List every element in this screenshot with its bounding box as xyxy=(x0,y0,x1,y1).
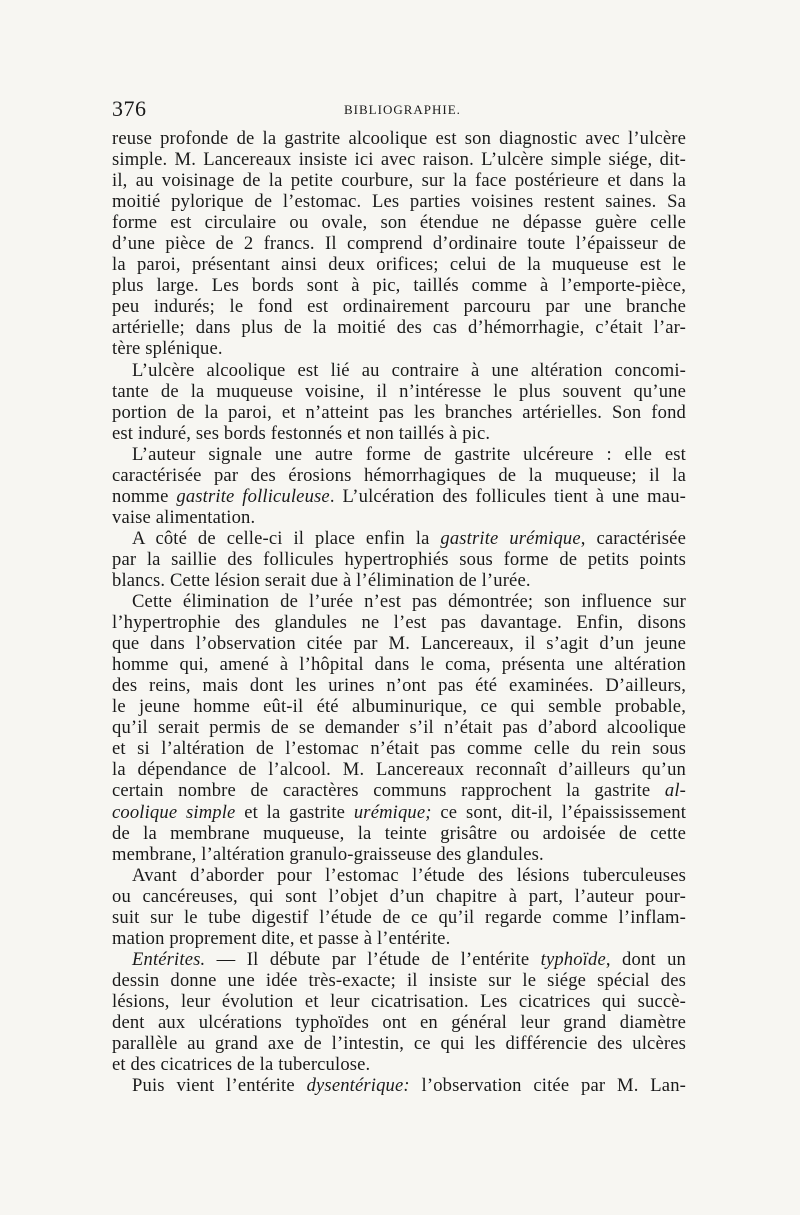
text-line xyxy=(112,296,686,317)
text-segment: — Il débute par l’étude de l’entérite xyxy=(205,948,541,970)
text-line xyxy=(112,423,686,444)
text-segment: simple. M. Lancereaux insiste ici avec raison. L’ulcère simple siége, dit- xyxy=(112,149,686,171)
text-segment: membrane, l’altération granulo-graisseuse des glandules. xyxy=(112,843,544,865)
text-segment: suit sur le tube digestif l’étude de ce qu’il regarde comme l’inflam- xyxy=(112,906,686,928)
text-line xyxy=(112,633,686,654)
text-segment: moitié pylorique de l’estomac. Les parties voisines restent saines. Sa xyxy=(112,191,686,213)
text-line xyxy=(112,1033,686,1054)
text-line xyxy=(112,928,686,949)
text-segment: caractérisée par des érosions hémorrhagiques de la muqueuse; il la xyxy=(112,464,686,486)
text-segment: le jeune homme eût-il été albuminurique, ce qui semble probable, xyxy=(112,696,686,718)
text-line xyxy=(112,612,686,633)
text-line xyxy=(112,360,686,381)
page xyxy=(112,96,686,1096)
text-segment: blancs. Cette lésion serait due à l’élimination de l’urée. xyxy=(112,569,531,591)
text-line xyxy=(112,675,686,696)
text-line xyxy=(112,1054,686,1075)
text-segment: la paroi, présentant ainsi deux orifices; celui de la muqueuse est le xyxy=(112,254,686,276)
text-segment: certain nombre de caractères communs rapprochent la gastrite xyxy=(112,780,665,802)
text-line xyxy=(112,254,686,275)
text-segment: est induré, ses bords festonnés et non taillés à pic. xyxy=(112,422,491,444)
text-segment: la dépendance de l’alcool. M. Lancereaux reconnaît d’ailleurs qu’un xyxy=(112,759,686,781)
text-segment: artérielle; dans plus de la moitié des cas d’hémorrhagie, c’était l’ar- xyxy=(112,317,686,339)
text-line xyxy=(112,381,686,402)
text-segment: reuse profonde de la gastrite alcoolique est son diagnostic avec l’ulcère xyxy=(112,128,686,149)
text-line xyxy=(112,1012,686,1033)
italic-text: urémique; xyxy=(353,801,432,823)
page-number: 376 xyxy=(112,96,147,121)
text-line xyxy=(112,823,686,844)
text-segment: L’auteur signale une autre forme de gastrite ulcéreure : elle est xyxy=(132,443,686,465)
italic-text: typhoïde xyxy=(540,948,606,970)
text-segment: . L’ulcération des follicules tient à une mau- xyxy=(329,485,686,507)
text-line xyxy=(112,149,686,170)
italic-text: al- xyxy=(664,780,686,802)
text-segment: l’hypertrophie des glandules ne l’est pas davantage. Enfin, disons xyxy=(112,612,686,634)
text-segment: tère splénique. xyxy=(112,338,223,360)
page-header xyxy=(112,96,686,128)
text-segment: et si l’altération de l’estomac n’était pas comme celle du rein sous xyxy=(112,738,686,760)
text-line xyxy=(112,759,686,780)
text-segment: A côté de celle-ci il place enfin la xyxy=(132,527,441,549)
text-line xyxy=(112,591,686,612)
text-segment: dessin donne une idée très-exacte; il insiste sur le siége spécial des xyxy=(112,969,686,991)
text-line xyxy=(112,507,686,528)
text-segment: , dont un xyxy=(605,948,686,970)
italic-text: coolique simple xyxy=(112,801,236,823)
text-line xyxy=(112,528,686,549)
text-segment: et la gastrite xyxy=(235,801,354,823)
text-segment: L’ulcère alcoolique est lié au contraire à une altération concomi- xyxy=(132,359,686,381)
text-segment: ou cancéreuses, qui sont l’objet d’un chapitre à part, l’auteur pour- xyxy=(112,885,686,907)
text-segment: portion de la paroi, et n’atteint pas les branches artérielles. Son fond xyxy=(112,401,686,423)
text-line xyxy=(112,780,686,801)
text-line xyxy=(112,844,686,865)
text-line xyxy=(112,1075,686,1096)
text-segment: Puis vient l’entérite xyxy=(132,1075,307,1097)
text-segment: des reins, mais dont les urines n’ont pas été examinées. D’ailleurs, xyxy=(112,675,686,697)
text-segment: forme est circulaire ou ovale, son étendue ne dépasse guère celle xyxy=(112,212,686,234)
text-segment: , caractérisée xyxy=(580,527,686,549)
text-segment: homme qui, amené à l’hôpital dans le coma, présenta une altération xyxy=(112,654,686,676)
text-segment: dent aux ulcérations typhoïdes ont en général leur grand diamètre xyxy=(112,1011,686,1033)
text-segment: d’une pièce de 2 francs. Il comprend d’ordinaire toute l’épaisseur de xyxy=(112,233,686,255)
italic-text: gastrite urémique xyxy=(440,527,581,549)
text-segment: qu’il serait permis de se demander s’il n’était pas d’abord alcoolique xyxy=(112,717,686,739)
text-line xyxy=(112,865,686,886)
text-line xyxy=(112,696,686,717)
text-segment: de la membrane muqueuse, la teinte grisâtre ou ardoisée de cette xyxy=(112,822,686,844)
text-line xyxy=(112,465,686,486)
text-segment: lésions, leur évolution et leur cicatrisation. Les cicatrices qui succè- xyxy=(112,990,686,1012)
text-segment: il, au voisinage de la petite courbure, sur la face postérieure et dans la xyxy=(112,170,686,192)
italic-text: gastrite folliculeuse xyxy=(176,485,330,507)
italic-text: dysentérique: xyxy=(306,1075,410,1097)
text-line xyxy=(112,970,686,991)
text-line xyxy=(112,717,686,738)
text-line xyxy=(112,170,686,191)
text-line xyxy=(112,802,686,823)
text-segment: nomme xyxy=(112,485,177,507)
text-line xyxy=(112,486,686,507)
text-segment: Avant d’aborder pour l’estomac l’étude des lésions tuberculeuses xyxy=(132,864,686,886)
text-line xyxy=(112,233,686,254)
text-line xyxy=(112,738,686,759)
text-segment: plus large. Les bords sont à pic, taillés comme à l’emporte-pièce, xyxy=(112,275,686,297)
body-text xyxy=(112,128,686,1096)
text-line xyxy=(112,549,686,570)
running-head: BIBLIOGRAPHIE. xyxy=(344,102,461,117)
text-line xyxy=(112,444,686,465)
text-line xyxy=(112,991,686,1012)
text-line xyxy=(112,317,686,338)
text-line xyxy=(112,191,686,212)
text-segment: et des cicatrices de la tuberculose. xyxy=(112,1054,371,1076)
text-segment: parallèle au grand axe de l’intestin, ce qui les différencie des ulcères xyxy=(112,1033,686,1055)
text-segment: que dans l’observation citée par M. Lancereaux, il s’agit d’un jeune xyxy=(112,633,686,655)
text-line xyxy=(112,949,686,970)
text-line xyxy=(112,570,686,591)
text-line xyxy=(112,654,686,675)
text-line xyxy=(112,907,686,928)
text-line xyxy=(112,338,686,359)
text-line xyxy=(112,886,686,907)
text-line xyxy=(112,402,686,423)
text-line xyxy=(112,128,686,149)
text-segment: par la saillie des follicules hypertrophiés sous forme de petits points xyxy=(112,548,686,570)
text-line xyxy=(112,212,686,233)
italic-text: Entérites. xyxy=(132,948,206,970)
text-line xyxy=(112,275,686,296)
text-segment: ce sont, dit-il, l’épaississement xyxy=(431,801,687,823)
text-segment: peu indurés; le fond est ordinairement parcouru par une branche xyxy=(112,296,686,318)
text-segment: l’observation citée par M. Lan- xyxy=(409,1075,686,1097)
text-segment: vaise alimentation. xyxy=(112,506,256,528)
text-segment: Cette élimination de l’urée n’est pas démontrée; son influence sur xyxy=(132,591,686,613)
text-segment: mation proprement dite, et passe à l’entérite. xyxy=(112,927,451,949)
text-segment: tante de la muqueuse voisine, il n’intéresse le plus souvent qu’une xyxy=(112,380,686,402)
